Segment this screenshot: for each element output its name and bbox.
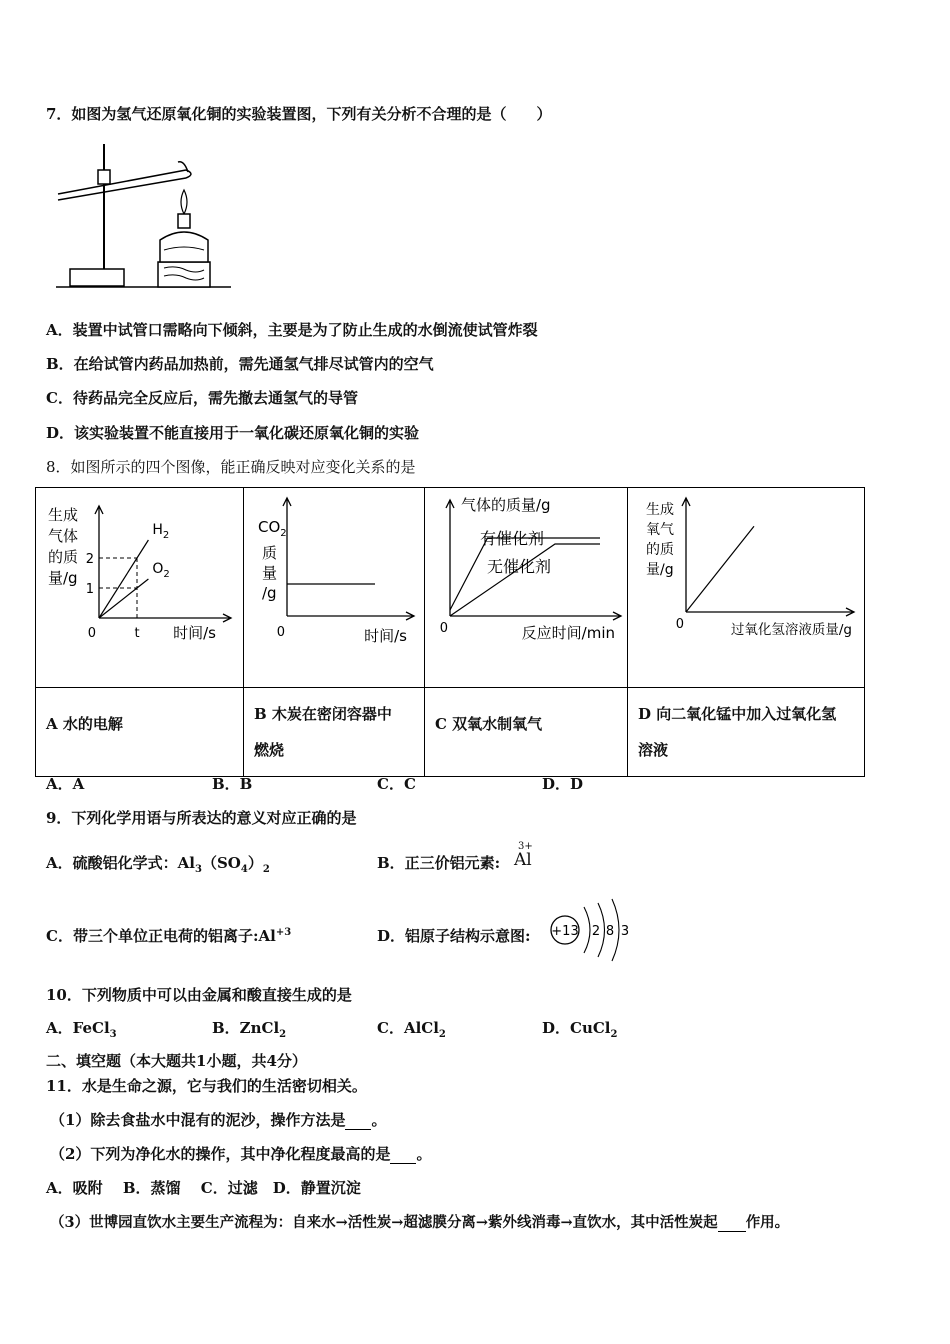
q11-part2 <box>50 1143 431 1164</box>
q10-option-d <box>542 1017 617 1040</box>
caption-b <box>244 688 424 776</box>
series-line-O2 <box>99 579 148 618</box>
aluminum-atom-diagram <box>548 895 638 965</box>
chart-mno2-peroxide <box>628 488 864 683</box>
x-axis-label: 过氧化氢溶液质量/g <box>730 622 852 638</box>
graph-cell-b <box>244 488 425 688</box>
y-axis-label-line: 质 <box>262 544 278 562</box>
q10-option-b <box>212 1017 286 1040</box>
x-axis-label: 时间/s <box>364 627 407 645</box>
chart-carbon-combustion <box>244 488 424 683</box>
origin-label: 0 <box>276 625 285 640</box>
series-line-H2 <box>99 540 148 618</box>
q9-option-c <box>46 925 291 946</box>
caption-cell-c <box>425 688 628 777</box>
caption-d <box>628 688 864 776</box>
caption-cell-d <box>628 688 865 777</box>
q10-a-sub: 3 <box>109 1029 117 1040</box>
y-axis-label-line: $CO_2$ <box>258 518 287 539</box>
series-label-有催化剂: 有催化剂 <box>480 529 545 548</box>
q9-c-text: C．带三个单位正电荷的铝离子:Al <box>46 927 276 945</box>
graph-cell-d <box>628 488 865 688</box>
q11-p1-blank[interactable] <box>345 1111 371 1130</box>
x-axis-label: 时间/s <box>173 624 216 642</box>
q11-p2-text: （2）下列为净化水的操作，其中净化程度最高的是 <box>50 1145 391 1163</box>
series-label-无催化剂: 无催化剂 <box>487 557 552 576</box>
chart-water-electrolysis <box>36 488 243 683</box>
q9-option-a <box>46 852 270 875</box>
q9-b-symbol: Al <box>514 850 532 870</box>
q11-p1-end: 。 <box>371 1111 387 1129</box>
y-axis-label: 气体的质量/g <box>461 496 551 514</box>
q7-option-a: A．装置中试管口需略向下倾斜，主要是为了防止生成的水倒流使试管炸裂 <box>46 321 538 339</box>
q11-p3-end: 作用。 <box>745 1214 790 1231</box>
graph-cell-a <box>36 488 244 688</box>
q7-option-c: C．待药品完全反应后，需先撤去通氢气的导管 <box>46 389 358 407</box>
y-tick-label: 1 <box>85 582 94 597</box>
q10-c-sub: 2 <box>438 1029 446 1040</box>
x-axis-label: 反应时间/min <box>521 624 615 642</box>
graph-cell-c <box>425 488 628 688</box>
q8-option-b: B．B <box>212 775 253 793</box>
q8-option-d: D．D <box>542 775 584 793</box>
series-line-无催化剂 <box>450 544 600 616</box>
y-axis-label-line: 气体 <box>48 527 79 545</box>
q11-p1-text: （1）除去食盐水中混有的泥沙，操作方法是 <box>50 1111 346 1129</box>
y-axis-label-line: 氧气 <box>646 522 674 538</box>
q11-p3-blank[interactable] <box>718 1214 746 1232</box>
q9-a-mid: （SO <box>201 854 241 872</box>
caption-b-line2: 燃烧 <box>254 741 285 759</box>
y-axis-label-line: 量 <box>262 564 278 582</box>
q9-a-sub3: 3 <box>194 864 202 875</box>
q9-option-b <box>377 852 500 873</box>
q9-b-text: B．正三价铝元素: <box>377 854 501 872</box>
q7-option-b: B．在给试管内药品加热前，需先通氢气排尽试管内的空气 <box>46 355 434 373</box>
atom-shell-2: 8 <box>605 924 615 939</box>
q10-stem: 10．下列物质中可以由金属和酸直接生成的是 <box>46 986 352 1004</box>
q9-a-sub2: 2 <box>262 864 270 875</box>
origin-label: 0 <box>87 626 96 641</box>
q8-stem: 8．如图所示的四个图像，能正确反映对应变化关系的是 <box>46 458 416 476</box>
y-axis-label-line: 量/g <box>646 562 674 578</box>
atom-shell-1: 2 <box>591 924 601 939</box>
q11-p2-end: 。 <box>416 1145 432 1163</box>
y-axis-label-line: 生成 <box>48 506 79 524</box>
q10-b-sub: 2 <box>279 1029 287 1040</box>
q9-option-d <box>377 925 531 946</box>
q11-part3 <box>50 1211 789 1232</box>
caption-cell-b <box>244 688 425 777</box>
atom-nucleus: +13 <box>551 924 579 939</box>
q10-d-sub: 2 <box>610 1029 618 1040</box>
q9-b-valence: 3+ <box>518 841 533 852</box>
caption-d-line1: D 向二氧化锰中加入过氧化氢 <box>638 705 837 723</box>
q9-a-text: A．硫酸铝化学式：Al <box>46 854 195 872</box>
y-axis-label-line: 的质 <box>646 542 674 558</box>
q11-part1 <box>50 1109 386 1130</box>
series-label-O2: $O_2$ <box>152 561 170 580</box>
atom-shell-3: 3 <box>620 924 630 939</box>
q9-stem: 9．下列化学用语与所表达的意义对应正确的是 <box>46 809 357 827</box>
y-axis-label-line: 的质 <box>48 548 79 566</box>
q7-stem: 7．如图为氢气还原氧化铜的实验装置图，下列有关分析不合理的是（ ） <box>46 105 552 123</box>
series-line-O2 <box>686 526 754 612</box>
q11-stem: 11．水是生命之源，它与我们的生活密切相关。 <box>46 1077 367 1095</box>
q11-part2-options: A．吸附 B．蒸馏 C．过滤 D．静置沉淀 <box>46 1179 361 1197</box>
y-tick-label: 2 <box>85 552 94 567</box>
q9-d-text: D．铝原子结构示意图: <box>377 927 531 945</box>
x-tick-label: t <box>134 626 140 641</box>
origin-label: 0 <box>439 621 448 636</box>
q9-a-end: ） <box>247 854 263 872</box>
q8-option-a: A．A <box>46 775 85 793</box>
q10-b-label: B．ZnCl <box>212 1019 280 1037</box>
q8-graph-table <box>35 487 865 777</box>
q8-option-c: C．C <box>377 775 416 793</box>
y-axis-label-line: 量/g <box>48 569 78 587</box>
q10-option-a <box>46 1017 117 1040</box>
caption-c: C 双氧水制氧气 <box>435 715 543 733</box>
caption-d-line2: 溶液 <box>638 741 669 759</box>
y-axis-label-line: 生成 <box>646 502 674 518</box>
hydrogen-reduction-apparatus <box>56 132 231 292</box>
caption-b-line1: B 木炭在密闭容器中 <box>254 705 392 723</box>
q10-option-c <box>377 1017 446 1040</box>
origin-label: 0 <box>675 617 684 632</box>
q10-c-label: C．AlCl <box>377 1019 439 1037</box>
q11-p2-blank[interactable] <box>390 1145 416 1164</box>
series-label-H2: $H_2$ <box>152 522 170 541</box>
q9-a-sub4: 4 <box>240 864 248 875</box>
q10-d-label: D．CuCl <box>542 1019 611 1037</box>
q7-option-d: D．该实验装置不能直接用于一氧化碳还原氧化铜的实验 <box>46 424 420 442</box>
caption-cell-a <box>36 688 244 777</box>
q11-p3-text: （3）世博园直饮水主要生产流程为：自来水→活性炭→超滤膜分离→紫外线消毒→直饮水，其中活性炭起 <box>50 1214 718 1231</box>
q10-a-label: A．FeCl <box>46 1019 110 1037</box>
chart-hydrogen-peroxide <box>425 488 627 683</box>
y-axis-label-line: /g <box>262 584 277 602</box>
section-title: 二、填空题（本大题共1小题，共4分） <box>46 1052 307 1070</box>
caption-a: A 水的电解 <box>46 715 123 733</box>
q9-c-sup: +3 <box>275 927 292 938</box>
